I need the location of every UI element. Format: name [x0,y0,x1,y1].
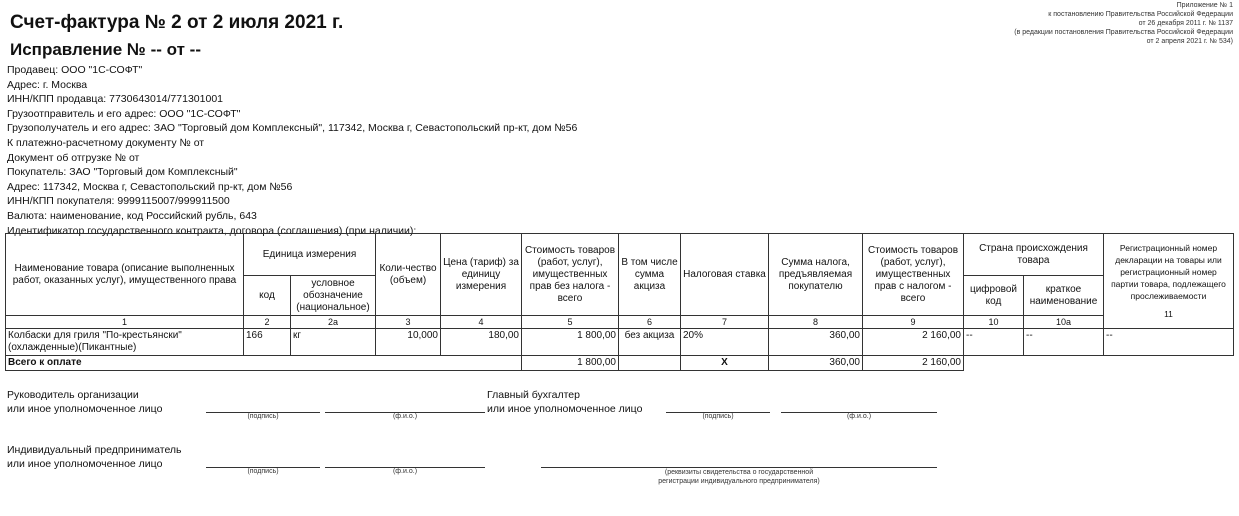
total-row [6,356,1234,371]
header-unit-code: код [244,276,291,316]
caption: (ф.и.о.) [846,413,872,420]
reg-number-label: Регистрационный номер декларации на товары или регистрационный номер партии товара, подлежащего прослеживаемости [1111,243,1226,301]
caption: (подпись) [247,413,279,420]
item-tax: 360,00 [769,329,863,356]
currency: Валюта: наименование, код Российский рубль, 643 [7,209,257,222]
caption: (ф.и.о.) [392,468,418,475]
item-unit-code: 166 [244,329,291,356]
entrepreneur-requisites-field [541,467,937,486]
seller-inn: ИНН/КПП продавца: 7730643014/771301001 [7,93,223,106]
caption: (ф.и.о.) [392,413,418,420]
appendix-line: (в редакции постановления Правительства Российской Федерации [1014,29,1233,36]
col-number: 5 [522,316,619,329]
accountant-sign-field [666,412,770,420]
item-rate: 20% [681,329,769,356]
total-label: Всего к оплате [6,356,522,371]
accountant-fio-field [781,412,937,420]
shipper: Грузоотправитель и его адрес: ООО "1С-СОФТ" [7,107,241,120]
head-signature-label [7,388,162,416]
correction-title: Исправление № -- от -- [10,40,201,59]
item-total: 2 160,00 [863,329,964,356]
consignee: Грузополучатель и его адрес: ЗАО "Торговый дом Комплексный", 117342, Москва г, Севастопольский пр-кт, дом №56 [7,122,578,135]
label-line: Индивидуальный предприниматель [7,444,182,456]
invoice-title: Счет-фактура № 2 от 2 июля 2021 г. [10,12,344,33]
item-price: 180,00 [441,329,522,356]
item-qty: 10,000 [376,329,441,356]
header-reg-number [1104,234,1234,329]
invoice-table [5,233,1234,371]
col-number: 4 [441,316,522,329]
col-number: 10а [1024,316,1104,329]
header-country-name: краткое наименование [1024,276,1104,316]
col-number: 2а [291,316,376,329]
header-rate: Налоговая ставка [681,234,769,316]
payment-doc: К платежно-расчетному документу № от [7,136,205,149]
header-total: Стоимость товаров (работ, услуг), имущественных прав с налогом - всего [863,234,964,316]
empty [964,356,1234,371]
col-number: 10 [964,316,1024,329]
header-qty: Коли-чество (объем) [376,234,441,316]
label-line: или иное уполномоченное лицо [487,403,643,415]
col-number: 2 [244,316,291,329]
header-unit: Единица измерения [244,234,376,276]
total-rate-x: X [681,356,769,371]
col-number: 8 [769,316,863,329]
header-cost: Стоимость товаров (работ, услуг), имущественных прав без налога - всего [522,234,619,316]
item-cost: 1 800,00 [522,329,619,356]
label-line: или иное уполномоченное лицо [7,403,163,415]
appendix-line: от 2 апреля 2021 г. № 534) [1146,38,1233,45]
total-cost: 1 800,00 [522,356,619,371]
caption: (подпись) [247,468,279,475]
head-fio-field [325,412,485,420]
accountant-signature-label [487,388,642,416]
caption: (реквизиты свидетельства о государственной регистрации индивидуального предпринимателя) [658,469,820,485]
header-price: Цена (тариф) за единицу измерения [441,234,522,316]
appendix-note [1014,1,1233,46]
col-number: 6 [619,316,681,329]
buyer-inn: ИНН/КПП покупателя: 9999115007/999911500 [7,195,230,208]
seller: Продавец: ООО "1С-СОФТ" [7,64,143,76]
header-name: Наименование товара (описание выполненных работ, оказанных услуг), имущественного права [6,234,244,316]
label-line: Главный бухгалтер [487,389,580,401]
total-excise [619,356,681,371]
buyer: Покупатель: ЗАО "Торговый дом Комплексный" [7,166,238,179]
col-number: 9 [863,316,964,329]
col-number: 3 [376,316,441,329]
item-unit: кг [291,329,376,356]
item-reg-number: -- [1104,329,1234,356]
label-line: Руководитель организации [7,389,139,401]
column-numbers-row [6,316,1234,329]
total-tax: 360,00 [769,356,863,371]
header-unit-symbol: условное обозначение (национальное) [291,276,376,316]
appendix-line: к постановлению Правительства Российской Федерации [1048,11,1233,18]
col-number: 1 [6,316,244,329]
appendix-line: от 26 декабря 2011 г. № 1137 [1138,20,1233,27]
shipment-doc: Документ об отгрузке № от [7,151,140,164]
item-country-code: -- [964,329,1024,356]
appendix-line: Приложение № 1 [1176,2,1233,9]
header-excise: В том числе сумма акциза [619,234,681,316]
caption: (подпись) [702,413,734,420]
entrepreneur-sign-field [206,467,320,475]
item-excise: без акциза [619,329,681,356]
invoice-header-info [7,63,577,238]
header-country-code: цифровой код [964,276,1024,316]
label-line: или иное уполномоченное лицо [7,458,163,470]
col-number: 11 [1164,309,1173,319]
entrepreneur-signature-label [7,443,182,471]
col-number: 7 [681,316,769,329]
header-tax: Сумма налога, предъявляемая покупателю [769,234,863,316]
table-row [6,329,1234,356]
total-sum: 2 160,00 [863,356,964,371]
seller-address: Адрес: г. Москва [7,78,88,91]
head-sign-field [206,412,320,420]
item-country-name: -- [1024,329,1104,356]
item-name: Колбаски для гриля "По-крестьянски" (охлажденные)(Пикантные) [6,329,244,356]
buyer-address: Адрес: 117342, Москва г, Севастопольский пр-кт, дом №56 [7,180,293,193]
header-country: Страна происхождения товара [964,234,1104,276]
contract-id: Идентификатор государственного контракта, договора (соглашения) (при наличии): [7,224,417,237]
entrepreneur-fio-field [325,467,485,475]
